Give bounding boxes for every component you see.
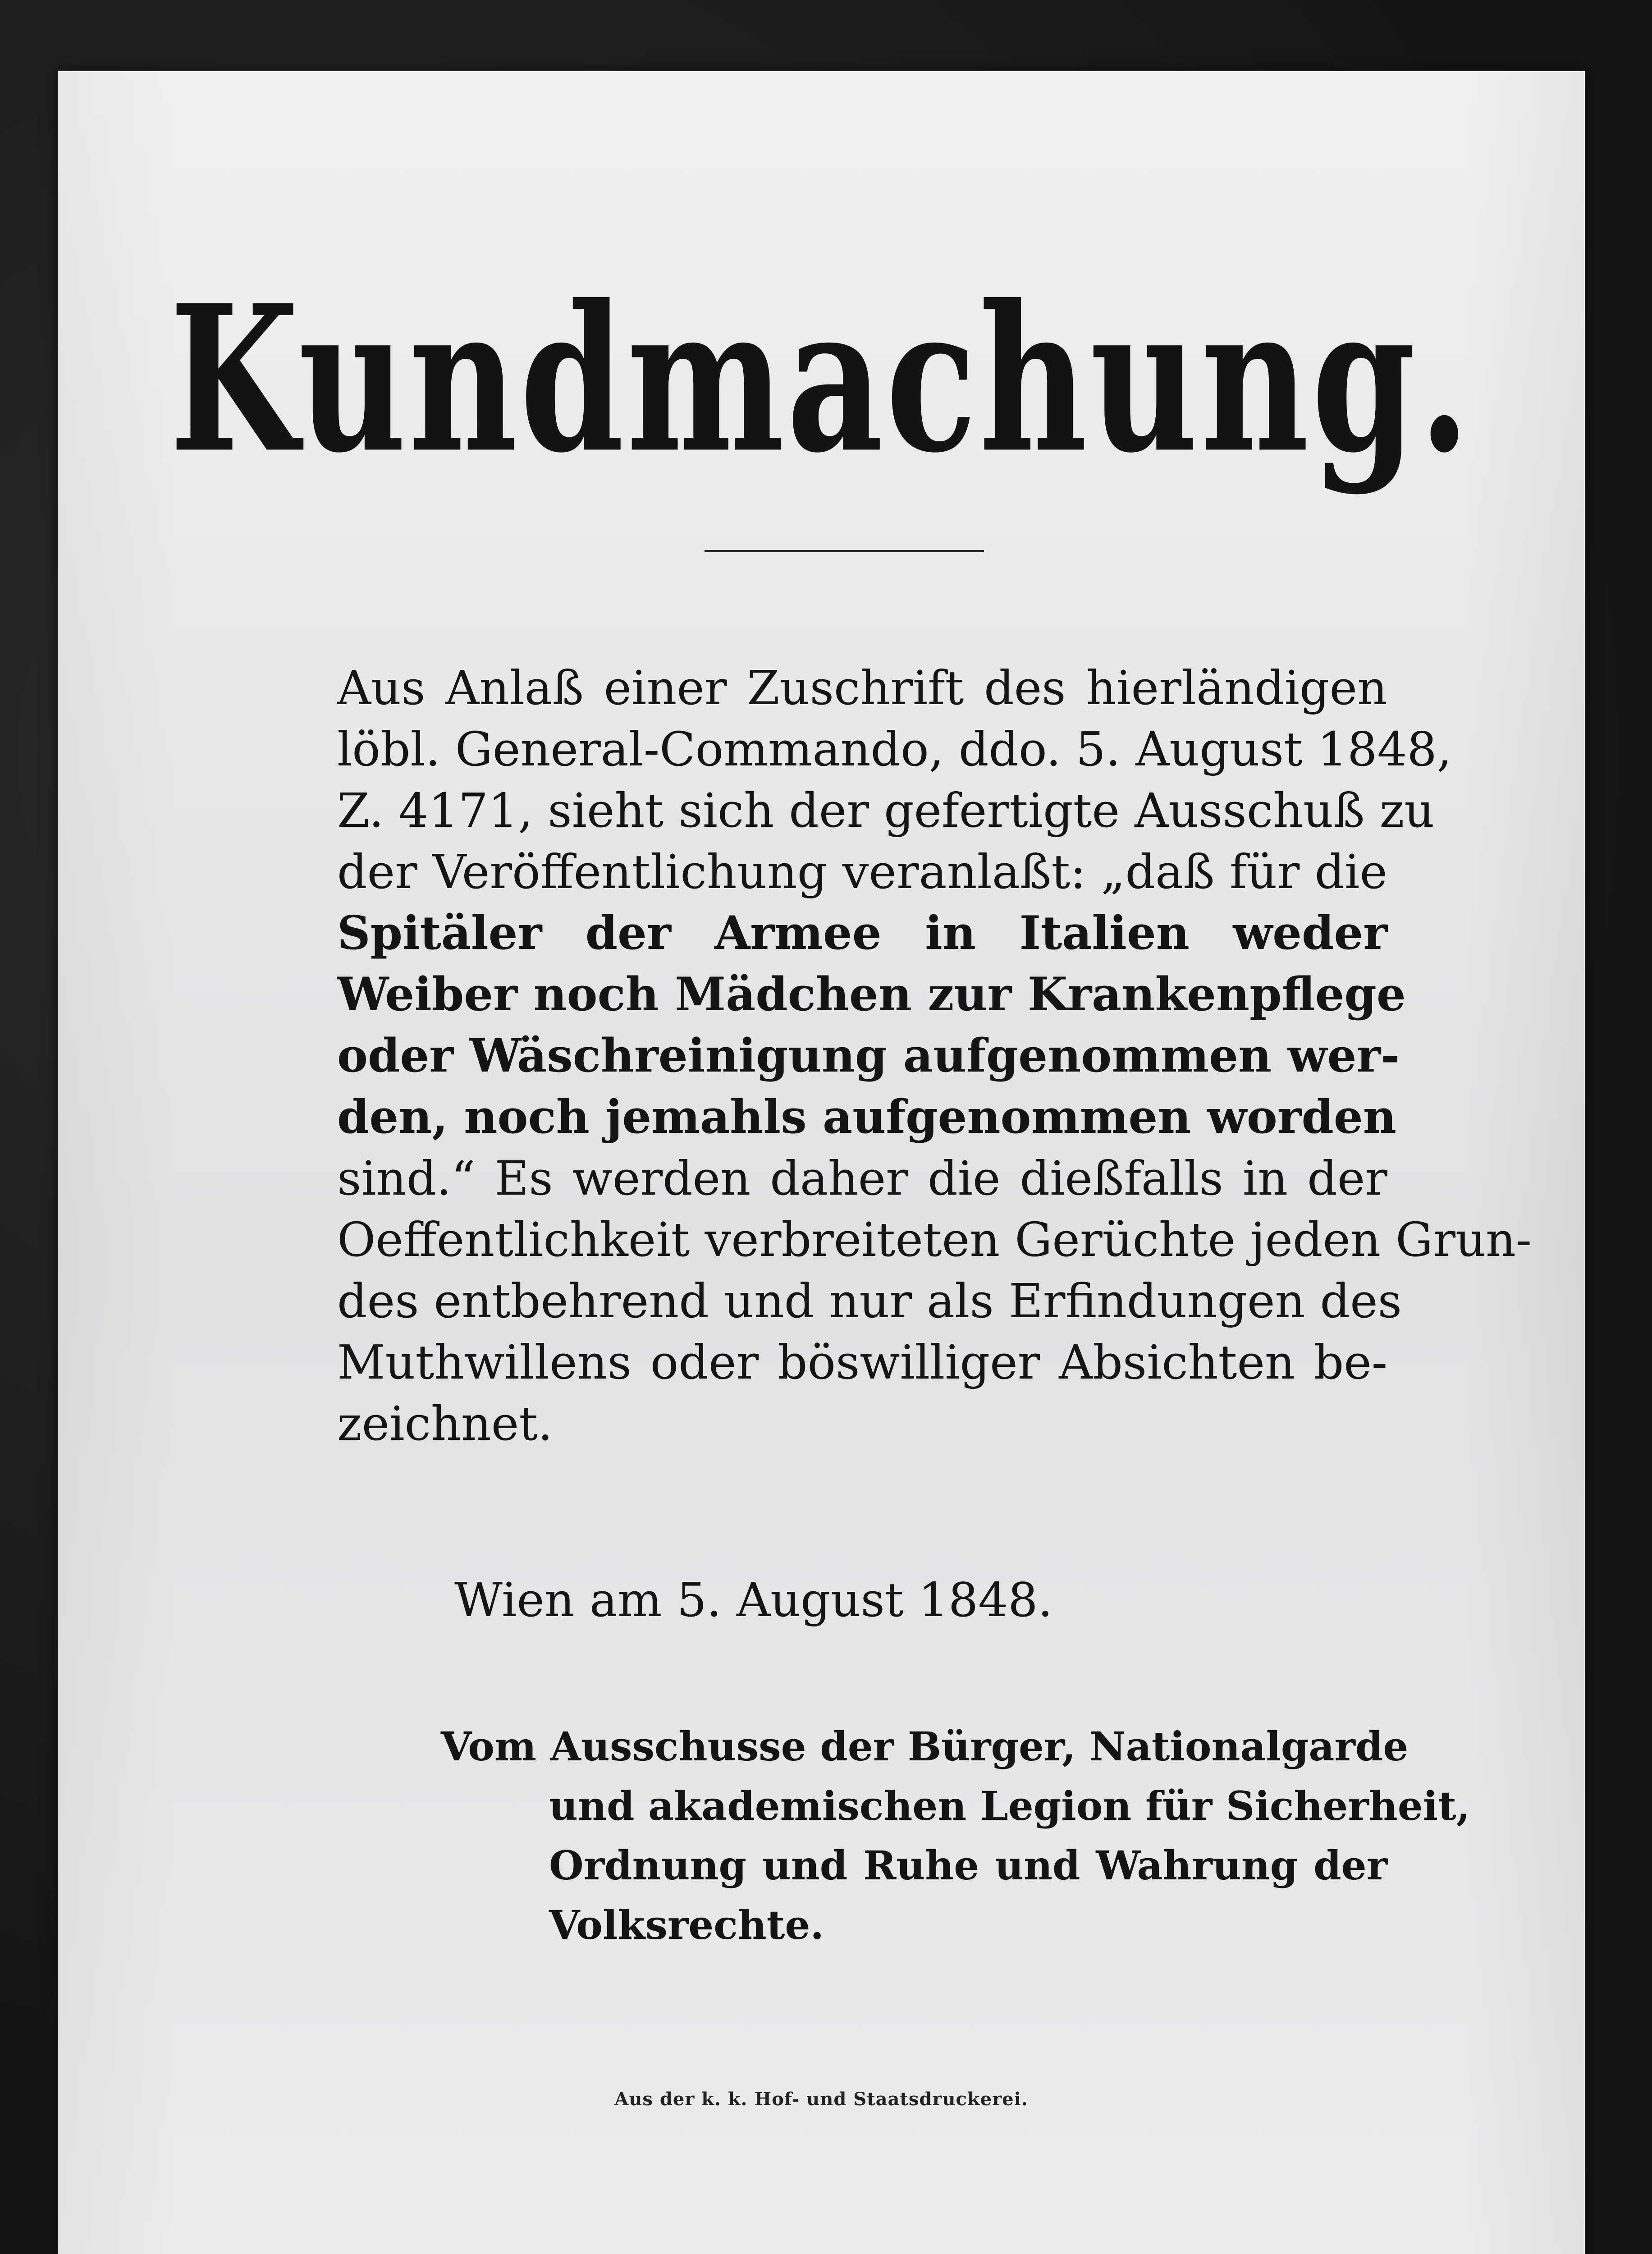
body-line: Z. 4171, sieht sich der gefertigte Ausschuß zu: [337, 783, 1435, 838]
body-line: zeichnet.: [337, 1396, 553, 1451]
body-line: Aus Anlaß einer Zuschrift des hierländigen: [337, 660, 1387, 715]
printer-imprint: Aus der k. k. Hof- und Staatsdruckerei.: [614, 2089, 1028, 2110]
document-title: Kundmachung.: [169, 261, 1473, 497]
poster-sheet: [58, 71, 1585, 2254]
body-line-emphasis: Spitäler der Armee in Italien weder: [337, 906, 1387, 960]
signature-line: und akademischen Legion für Sicherheit,: [549, 1782, 1470, 1829]
body-line: Muthwillens oder böswilliger Absichten be-: [337, 1335, 1387, 1390]
date-line: Wien am 5. August 1848.: [454, 1572, 1053, 1627]
body-line-emphasis: oder Wäschreinigung aufgenommen wer-: [337, 1029, 1400, 1083]
body-line: des entbehrend und nur als Erfindungen des: [337, 1274, 1402, 1329]
signature-block: [441, 1717, 1470, 1955]
title-divider: [705, 550, 984, 552]
signature-line: Volksrechte.: [549, 1901, 824, 1948]
body-line: der Veröffentlichung veranlaßt: „daß für die: [337, 844, 1387, 899]
body-line-emphasis: Weiber noch Mädchen zur Krankenpflege: [337, 967, 1406, 1022]
body-line: sind.“ Es werden daher die dießfalls in der: [337, 1151, 1387, 1206]
body-line: löbl. General-Commando, ddo. 5. August 1848,: [337, 722, 1452, 777]
signature-line: Vom Ausschusse der Bürger, Nationalgarde: [441, 1723, 1409, 1770]
body-line-emphasis: den, noch jemahls aufgenommen worden: [337, 1090, 1396, 1144]
signature-line: Ordnung und Ruhe und Wahrung der: [549, 1842, 1387, 1889]
body-line: Oeffentlichkeit verbreiteten Gerüchte jeden Grun-: [337, 1212, 1532, 1267]
announcement-body: [337, 657, 1532, 1454]
